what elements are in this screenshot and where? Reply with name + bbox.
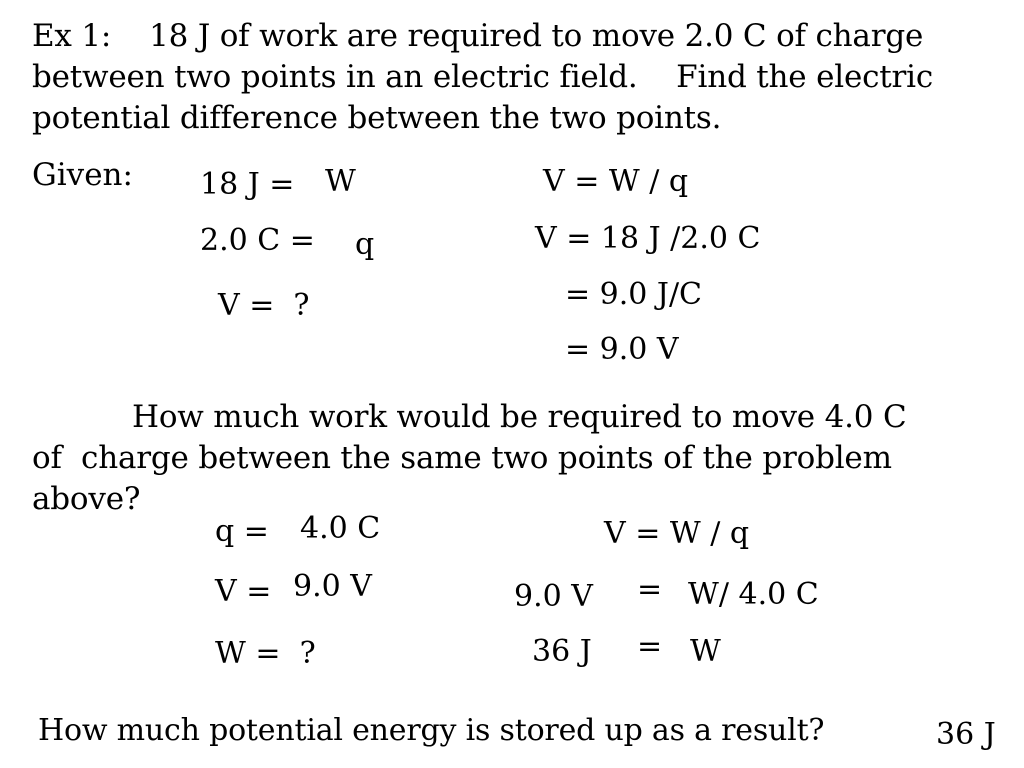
question-2-line-1: How much work would be required to move 4.0 C <box>132 399 907 435</box>
example-label: Ex 1: <box>32 18 112 54</box>
solution-1-substitution: V = 18 J /2.0 C <box>535 221 761 256</box>
solution-2-rhs-1: W/ 4.0 C <box>688 577 819 612</box>
given-unknown-v: V = ? <box>218 288 310 323</box>
given-work-value: 18 J = <box>200 167 295 202</box>
given-2-unknown-w: W = ? <box>215 636 316 671</box>
example-1-line-1-text: 18 J of work are required to move 2.0 C of charge <box>149 18 924 54</box>
given-2-v-label: V = <box>215 574 272 609</box>
question-3-text: How much potential energy is stored up as a result? <box>38 713 825 748</box>
question-2-line-3: above? <box>32 481 141 517</box>
example-1-line-1 <box>32 16 923 57</box>
given-work-symbol: W <box>325 164 356 199</box>
solution-1-result-v: = 9.0 V <box>565 332 679 367</box>
question-2-line-2: of charge between the same two points of the problem <box>32 440 892 476</box>
given-charge-value: 2.0 C = <box>200 223 315 258</box>
question-3-answer: 36 J <box>936 717 996 752</box>
solution-2-lhs-2: 36 J <box>532 634 592 669</box>
solution-1-formula: V = W / q <box>543 164 689 199</box>
given-label: Given: <box>32 157 133 193</box>
given-charge-symbol: q <box>355 227 375 262</box>
given-2-q-label: q = <box>215 514 269 549</box>
solution-2-equals-1: = <box>637 572 663 607</box>
solution-2-formula: V = W / q <box>604 516 750 551</box>
solution-1-result-jc: = 9.0 J/C <box>565 277 703 312</box>
solution-2-rhs-2: W <box>690 634 721 669</box>
solution-2-equals-2: = <box>637 629 663 664</box>
given-2-v-value: 9.0 V <box>293 569 372 604</box>
solution-2-lhs-1: 9.0 V <box>514 579 593 614</box>
example-1-line-2: between two points in an electric field. Find the electric <box>32 59 934 95</box>
example-1-line-3: potential difference between the two points. <box>32 100 722 136</box>
given-2-q-value: 4.0 C <box>300 511 381 546</box>
